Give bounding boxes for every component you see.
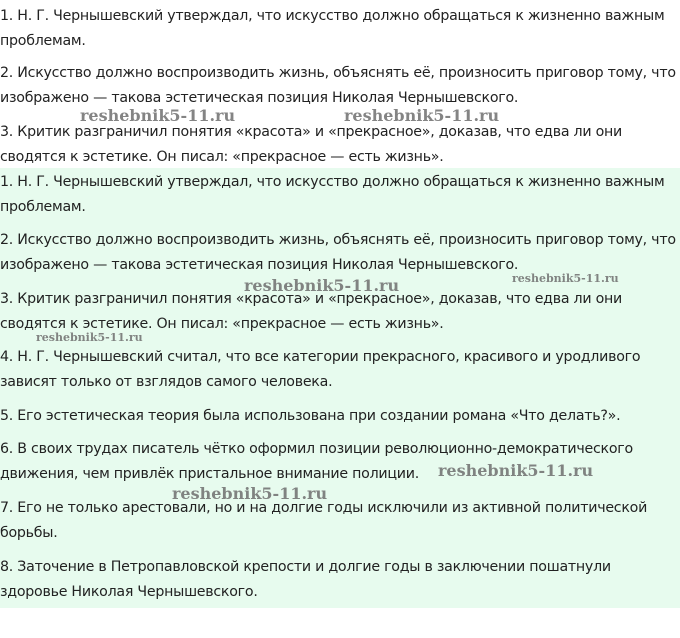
answer-paragraph-2: 2. Искусство должно воспроизводить жизнь, объяснять её, произносить приговор тому, что изображено — такова эстетическая позиция Николая Чернышевского.	[0, 232, 676, 273]
answer-paragraph-5: 5. Его эстетическая теория была использована при создании романа «Что делать?».	[0, 408, 621, 424]
answer-paragraph-6: 6. В своих трудах писатель чётко оформил позиции революционно-демократического движения, чем привлёк пристальное внимание полиции.	[0, 441, 633, 482]
watermark-text: reshebnik5-11.ru	[512, 272, 619, 285]
watermark-text: reshebnik5-11.ru	[36, 331, 143, 344]
top-paragraph-3: 3. Критик разграничил понятия «красота» и «прекрасное», доказав, что едва ли они сводятся к эстетике. Он писал: «прекрасное — есть жизнь».	[0, 124, 623, 165]
answer-paragraph-4: 4. Н. Г. Чернышевский считал, что все категории прекрасного, красивого и уродливого зависят только от взглядов самого человека.	[0, 349, 641, 390]
answer-paragraph-1: 1. Н. Г. Чернышевский утверждал, что искусство должно обращаться к жизненно важным проблемам.	[0, 174, 665, 215]
answer-paragraph-8: 8. Заточение в Петропавловской крепости и долгие годы в заключении пошатнули здоровье Николая Чернышевского.	[0, 559, 611, 600]
top-paragraph-2: 2. Искусство должно воспроизводить жизнь, объяснять её, произносить приговор тому, что изображено — такова эстетическая позиция Николая Чернышевского.	[0, 65, 676, 106]
answer-paragraph-7: 7. Его не только арестовали, но и на долгие годы исключили из активной политической борьбы.	[0, 500, 648, 541]
watermark-text: reshebnik5-11.ru	[438, 461, 594, 480]
answer-paragraph-3: 3. Критик разграничил понятия «красота» и «прекрасное», доказав, что едва ли они сводятся к эстетике. Он писал: «прекрасное — есть жизнь».	[0, 291, 623, 332]
watermark-text: reshebnik5-11.ru	[172, 484, 328, 503]
watermark-text: reshebnik5-11.ru	[80, 106, 236, 125]
top-paragraph-1: 1. Н. Г. Чернышевский утверждал, что искусство должно обращаться к жизненно важным проблемам.	[0, 8, 665, 49]
watermark-text: reshebnik5-11.ru	[244, 276, 400, 295]
watermark-text: reshebnik5-11.ru	[344, 106, 500, 125]
